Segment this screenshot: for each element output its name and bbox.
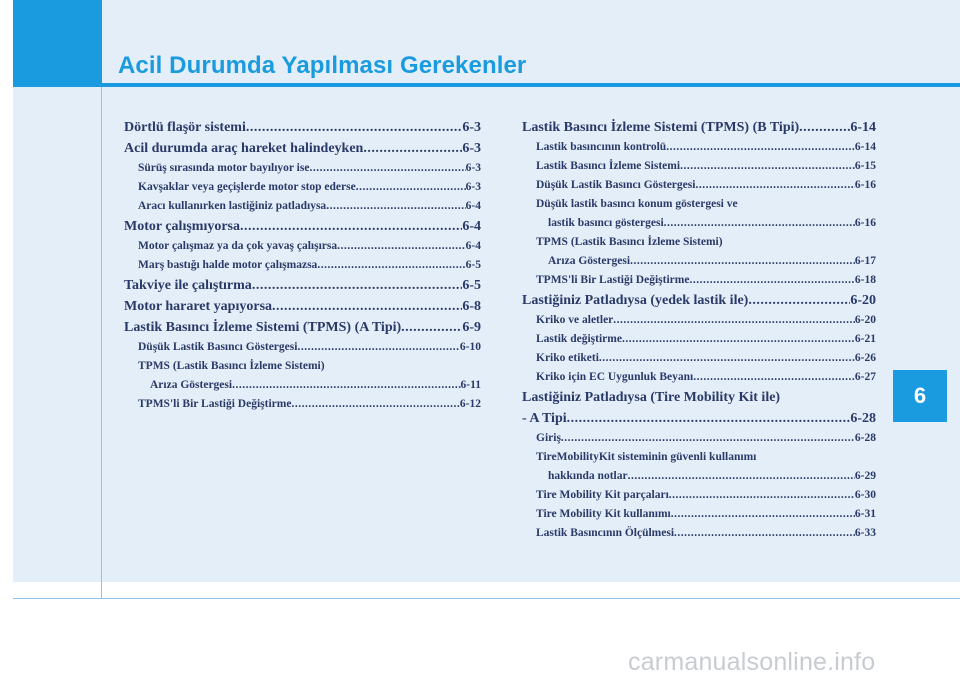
- toc-entry[interactable]: [522, 271, 876, 290]
- corner-color-block: [13, 0, 102, 87]
- toc-entry-title: Dörtlü flaşör sistemi: [124, 120, 246, 135]
- toc-dot-leader: [674, 524, 855, 543]
- toc-entry-page: 6-28: [850, 411, 876, 426]
- toc-entry[interactable]: [522, 214, 876, 233]
- toc-entry-title: Lastik Basıncı İzleme Sistemi (TPMS) (B Tipi): [522, 120, 800, 135]
- toc-entry-page: 6-26: [854, 352, 876, 364]
- toc-dot-leader: [567, 408, 851, 429]
- toc-entry-page: 6-16: [854, 179, 876, 191]
- toc-entry[interactable]: [124, 395, 481, 414]
- toc-entry-title: Lastik Basıncı İzleme Sistemi (TPMS) (A Tipi): [124, 320, 402, 335]
- toc-dot-leader: [291, 395, 459, 414]
- toc-entry-page: 6-12: [459, 398, 481, 410]
- toc-dot-leader: [401, 317, 462, 338]
- toc-entry[interactable]: [124, 216, 481, 237]
- toc-entry-title: Düşük lastik basıncı konum göstergesi ve: [536, 198, 738, 210]
- toc-dot-leader: [246, 117, 462, 138]
- toc-entry-page: 6-27: [854, 371, 876, 383]
- toc-entry-page: 6-14: [854, 141, 876, 153]
- toc-entry-page: 6-4: [465, 200, 481, 212]
- toc-entry-title: Tire Mobility Kit kullanımı: [536, 508, 671, 520]
- toc-entry[interactable]: [522, 408, 876, 429]
- toc-entry: [522, 387, 876, 408]
- toc-entry[interactable]: [522, 368, 876, 387]
- toc-dot-leader: [666, 138, 855, 157]
- toc-entry-page: 6-30: [854, 489, 876, 501]
- toc-entry[interactable]: [522, 349, 876, 368]
- toc-entry-title: Takviye ile çalıştırma: [124, 278, 252, 293]
- toc-dot-leader: [671, 505, 855, 524]
- toc-entry[interactable]: [522, 290, 876, 311]
- toc-dot-leader: [613, 311, 855, 330]
- toc-entry-title: Kriko etiketi: [536, 352, 599, 364]
- toc-entry-page: 6-3: [465, 181, 481, 193]
- toc-dot-leader: [680, 157, 855, 176]
- toc-entry-page: 6-31: [854, 508, 876, 520]
- toc-dot-leader: [630, 252, 855, 271]
- toc-entry-title: Sürüş sırasında motor bayılıyor ise: [138, 162, 310, 174]
- toc-entry-title: TPMS'li Bir Lastiği Değiştirme: [138, 398, 292, 410]
- toc-entry-page: 6-16: [854, 217, 876, 229]
- toc-dot-leader: [689, 271, 854, 290]
- toc-dot-leader: [309, 159, 465, 178]
- toc-entry-title: Lastiğiniz Patladıysa (yedek lastik ile): [522, 293, 749, 308]
- toc-dot-leader: [240, 216, 462, 237]
- toc-entry-title: Tire Mobility Kit parçaları: [536, 489, 669, 501]
- toc-entry-title: TPMS (Lastik Basıncı İzleme Sistemi): [536, 236, 723, 248]
- toc-entry[interactable]: [522, 467, 876, 486]
- chapter-number: 6: [913, 383, 927, 408]
- toc-dot-leader: [622, 330, 855, 349]
- toc-entry-page: 6-3: [462, 120, 481, 135]
- toc-entry-title: Lastik Basıncının Ölçülmesi: [536, 527, 675, 539]
- toc-entry-page: 6-17: [854, 255, 876, 267]
- toc-entry[interactable]: [124, 178, 481, 197]
- toc-entry-title: Aracı kullanırken lastiğiniz patladıysa: [138, 200, 327, 212]
- toc-dot-leader: [748, 290, 850, 311]
- toc-entry[interactable]: [124, 256, 481, 275]
- toc-entry-page: 6-4: [462, 219, 481, 234]
- toc-entry[interactable]: [522, 117, 876, 138]
- toc-entry-title: - A Tipi: [522, 411, 567, 426]
- toc-entry-title: hakkında notlar: [548, 470, 628, 482]
- toc-entry-title: Lastiğiniz Patladıysa (Tire Mobility Kit ile): [522, 390, 781, 405]
- toc-entry-page: 6-20: [850, 293, 876, 308]
- toc-entry-title: Marş bastığı halde motor çalışmazsa: [138, 259, 318, 271]
- toc-dot-leader: [693, 368, 855, 387]
- toc-entry[interactable]: [124, 376, 481, 395]
- toc-dot-leader: [363, 138, 462, 159]
- toc-entry: [522, 233, 876, 252]
- toc-entry[interactable]: [522, 505, 876, 524]
- toc-entry-title: TPMS (Lastik Basıncı İzleme Sistemi): [138, 360, 325, 372]
- toc-entry-title: TireMobilityKit sisteminin güvenli kullanımı: [536, 451, 757, 463]
- toc-entry-page: 6-11: [460, 379, 481, 391]
- toc-dot-leader: [252, 275, 463, 296]
- toc-entry-page: 6-14: [850, 120, 876, 135]
- toc-entry: [522, 195, 876, 214]
- toc-dot-leader: [799, 117, 850, 138]
- toc-entry[interactable]: [124, 117, 481, 138]
- toc-entry[interactable]: [124, 237, 481, 256]
- toc-entry-page: 6-15: [854, 160, 876, 172]
- toc-entry-title: Kavşaklar veya geçişlerde motor stop ederse: [138, 181, 356, 193]
- toc-entry-title: TPMS'li Bir Lastiği Değiştirme: [536, 274, 690, 286]
- toc-entry-title: Lastik basıncının kontrolü: [536, 141, 667, 153]
- toc-entry-title: Düşük Lastik Basıncı Göstergesi: [536, 179, 696, 191]
- toc-entry-page: 6-28: [854, 432, 876, 444]
- toc-entry-page: 6-4: [465, 240, 481, 252]
- toc-entry-page: 6-5: [465, 259, 481, 271]
- toc-entry[interactable]: [522, 429, 876, 448]
- toc-dot-leader: [599, 349, 855, 368]
- toc-entry[interactable]: [124, 296, 481, 317]
- toc-dot-leader: [695, 176, 854, 195]
- toc-dot-leader: [326, 197, 465, 216]
- toc-entry-page: 6-29: [854, 470, 876, 482]
- toc-entry-page: 6-8: [462, 299, 481, 314]
- toc-entry[interactable]: [124, 159, 481, 178]
- toc-entry-title: Kriko ve aletler: [536, 314, 614, 326]
- toc-entry-title: Lastik değiştirme: [536, 333, 622, 345]
- toc-dot-leader: [628, 467, 855, 486]
- title-underline: [102, 83, 960, 87]
- toc-entry[interactable]: [522, 138, 876, 157]
- toc-entry-title: Acil durumda araç hareket halindeyken: [124, 141, 364, 156]
- toc-dot-leader: [669, 486, 855, 505]
- toc-entry-page: 6-18: [854, 274, 876, 286]
- toc-column-right: [522, 117, 876, 543]
- bottom-divider-line: [13, 598, 960, 599]
- toc-entry: [124, 357, 481, 376]
- toc-dot-leader: [272, 296, 462, 317]
- toc-entry-title: Düşük Lastik Basıncı Göstergesi: [138, 341, 298, 353]
- toc-entry: [522, 448, 876, 467]
- toc-entry-page: 6-3: [465, 162, 481, 174]
- toc-dot-leader: [337, 237, 466, 256]
- toc-entry[interactable]: [124, 317, 481, 338]
- toc-entry-title: Lastik Basıncı İzleme Sistemi: [536, 160, 681, 172]
- toc-entry[interactable]: [124, 197, 481, 216]
- toc-entry[interactable]: [522, 524, 876, 543]
- toc-dot-leader: [317, 256, 465, 275]
- toc-entry-title: Motor hararet yapıyorsa: [124, 299, 273, 314]
- toc-entry[interactable]: [124, 138, 481, 159]
- toc-entry[interactable]: [124, 338, 481, 357]
- toc-entry-page: 6-10: [459, 341, 481, 353]
- toc-entry[interactable]: [522, 311, 876, 330]
- toc-entry[interactable]: [522, 157, 876, 176]
- toc-entry[interactable]: [522, 176, 876, 195]
- toc-dot-leader: [356, 178, 466, 197]
- toc-entry-page: 6-20: [854, 314, 876, 326]
- watermark: carmanualsonline.info: [628, 648, 876, 676]
- toc-dot-leader: [664, 214, 855, 233]
- toc-entry-title: Motor çalışmıyorsa: [124, 219, 240, 234]
- toc-dot-leader: [297, 338, 459, 357]
- toc-entry-page: 6-21: [854, 333, 876, 345]
- toc-entry[interactable]: [522, 486, 876, 505]
- toc-dot-leader: [561, 429, 855, 448]
- toc-dot-leader: [232, 376, 460, 395]
- toc-entry[interactable]: [522, 330, 876, 349]
- toc-entry[interactable]: [124, 275, 481, 296]
- toc-entry[interactable]: [522, 252, 876, 271]
- toc-entry-title: Motor çalışmaz ya da çok yavaş çalışırsa: [138, 240, 338, 252]
- left-divider-line: [101, 87, 102, 599]
- toc-entry-title: Arıza Göstergesi: [548, 255, 631, 267]
- toc-entry-title: Kriko için EC Uygunluk Beyanı: [536, 371, 694, 383]
- chapter-number-tab[interactable]: [893, 370, 947, 422]
- toc-entry-title: Arıza Göstergesi: [150, 379, 233, 391]
- toc-entry-title: Giriş: [536, 432, 561, 444]
- chapter-title: Acil Durumda Yapılması Gerekenler: [118, 52, 527, 79]
- toc-entry-page: 6-5: [462, 278, 481, 293]
- toc-entry-page: 6-9: [462, 320, 481, 335]
- toc-entry-title: lastik basıncı göstergesi: [548, 217, 664, 229]
- toc-column-left: [124, 117, 481, 414]
- toc-entry-page: 6-33: [854, 527, 876, 539]
- toc-entry-page: 6-3: [462, 141, 481, 156]
